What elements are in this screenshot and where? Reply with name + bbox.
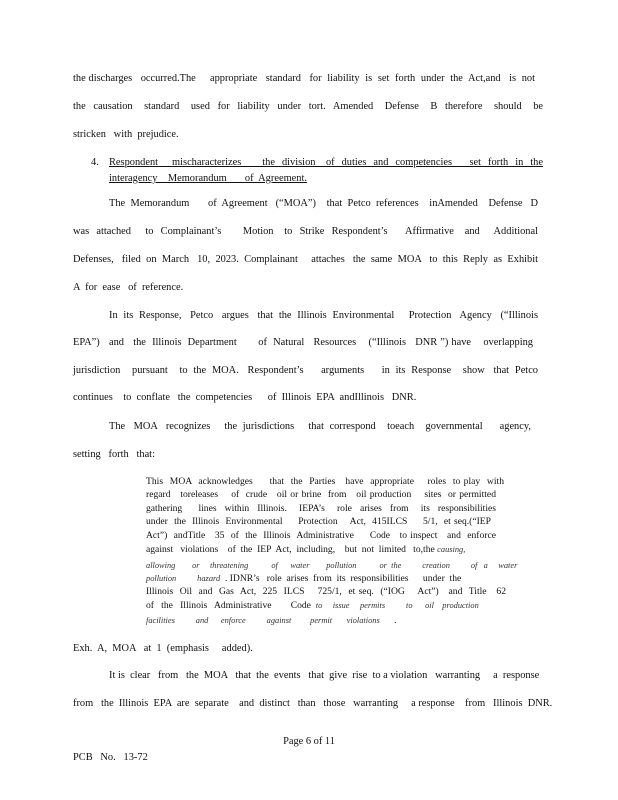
case-number: PCB No. 13-72: [73, 752, 148, 763]
citation: Exh. A, MOA at 1 (emphasis added).: [73, 643, 253, 654]
paragraph-line: continues to conflate the competencies of Illinois EPA andIllinois DNR.: [73, 392, 417, 403]
quote-text: against violations of the IEP Act, including, but not limited to,the: [146, 544, 438, 555]
page-number: Page 6 of 11: [283, 736, 335, 747]
quote-line: This MOA acknowledges that the Parties have appropriate roles to play with: [146, 476, 504, 487]
paragraph-line: was attached to Complainant’s Motion to Strike Respondent’s Affirmative and Additional: [73, 226, 538, 237]
quote-line: [146, 600, 479, 612]
paragraph-line: stricken with prejudice.: [73, 129, 179, 140]
quote-text: .: [379, 615, 397, 626]
quote-emphasis: pollution hazard: [146, 574, 221, 583]
quote-line: gathering lines within Illinois. IEPA’s role arises from its responsibilities: [146, 503, 496, 514]
quote-emphasis: causing,: [437, 545, 466, 554]
paragraph-line: Defenses, filed on March 10, 2023. Complainant attaches the same MOA to this Reply as Exhibit: [73, 254, 538, 265]
section-heading-line: Respondent mischaracterizes the division of duties and competencies set forth in the: [109, 157, 543, 168]
quote-line: [146, 544, 465, 556]
quote-line: Illinois Oil and Gas Act, 225 ILCS 725/1, et seq. (“IOG Act”) and Title 62: [146, 586, 506, 597]
quote-emphasis: facilities and enforce against permit violations: [146, 616, 380, 625]
paragraph-line: EPA”) and the Illinois Department of Natural Resources (“Illinois DNR ”) have overlapping: [73, 337, 533, 348]
paragraph-line: jurisdiction pursuant to the MOA. Respondent’s arguments in its Response show that Petco: [73, 365, 538, 376]
list-number: 4.: [91, 157, 99, 168]
paragraph-line: It is clear from the MOA that the events that give rise to a violation warranting a response: [109, 670, 540, 681]
paragraph-line: The Memorandum of Agreement (“MOA”) that Petco references inAmended Defense D: [109, 198, 538, 209]
quote-text: . IDNR’s role arises from its responsibilities under the: [220, 573, 462, 584]
quote-emphasis: to issue permits to oil production: [315, 601, 479, 610]
paragraph-line: In its Response, Petco argues that the Illinois Environmental Protection Agency (“Illinois: [109, 310, 538, 321]
paragraph-line: the discharges occurred.The appropriate standard for liability is set forth under the Act,and is not: [73, 73, 535, 84]
paragraph-line: the causation standard used for liability under tort. Amended Defense B therefore should be: [73, 101, 543, 112]
section-heading-line: interagency Memorandum of Agreement.: [109, 173, 307, 184]
quote-line: Act”) andTitle 35 of the Illinois Administrative Code to inspect and enforce: [146, 530, 496, 541]
quote-line: under the Illinois Environmental Protection Act, 415ILCS 5/1, et seq.(“IEP: [146, 516, 491, 527]
paragraph-line: from the Illinois EPA are separate and distinct than those warranting a response from Illinois DNR.: [73, 698, 553, 709]
paragraph-line: The MOA recognizes the jurisdictions that correspond toeach governmental agency,: [109, 421, 531, 432]
quote-line: regard toreleases of crude oil or brine from oil production sites or permitted: [146, 489, 496, 500]
quote-line: [146, 615, 397, 627]
quote-emphasis-line: allowing or threatening of water pollution or the creation of a water: [146, 561, 518, 570]
paragraph-line: setting forth that:: [73, 449, 155, 460]
paragraph-line: A for ease of reference.: [73, 282, 184, 293]
quote-text: of the Illinois Administrative Code: [146, 600, 316, 611]
quote-line: [146, 573, 461, 585]
